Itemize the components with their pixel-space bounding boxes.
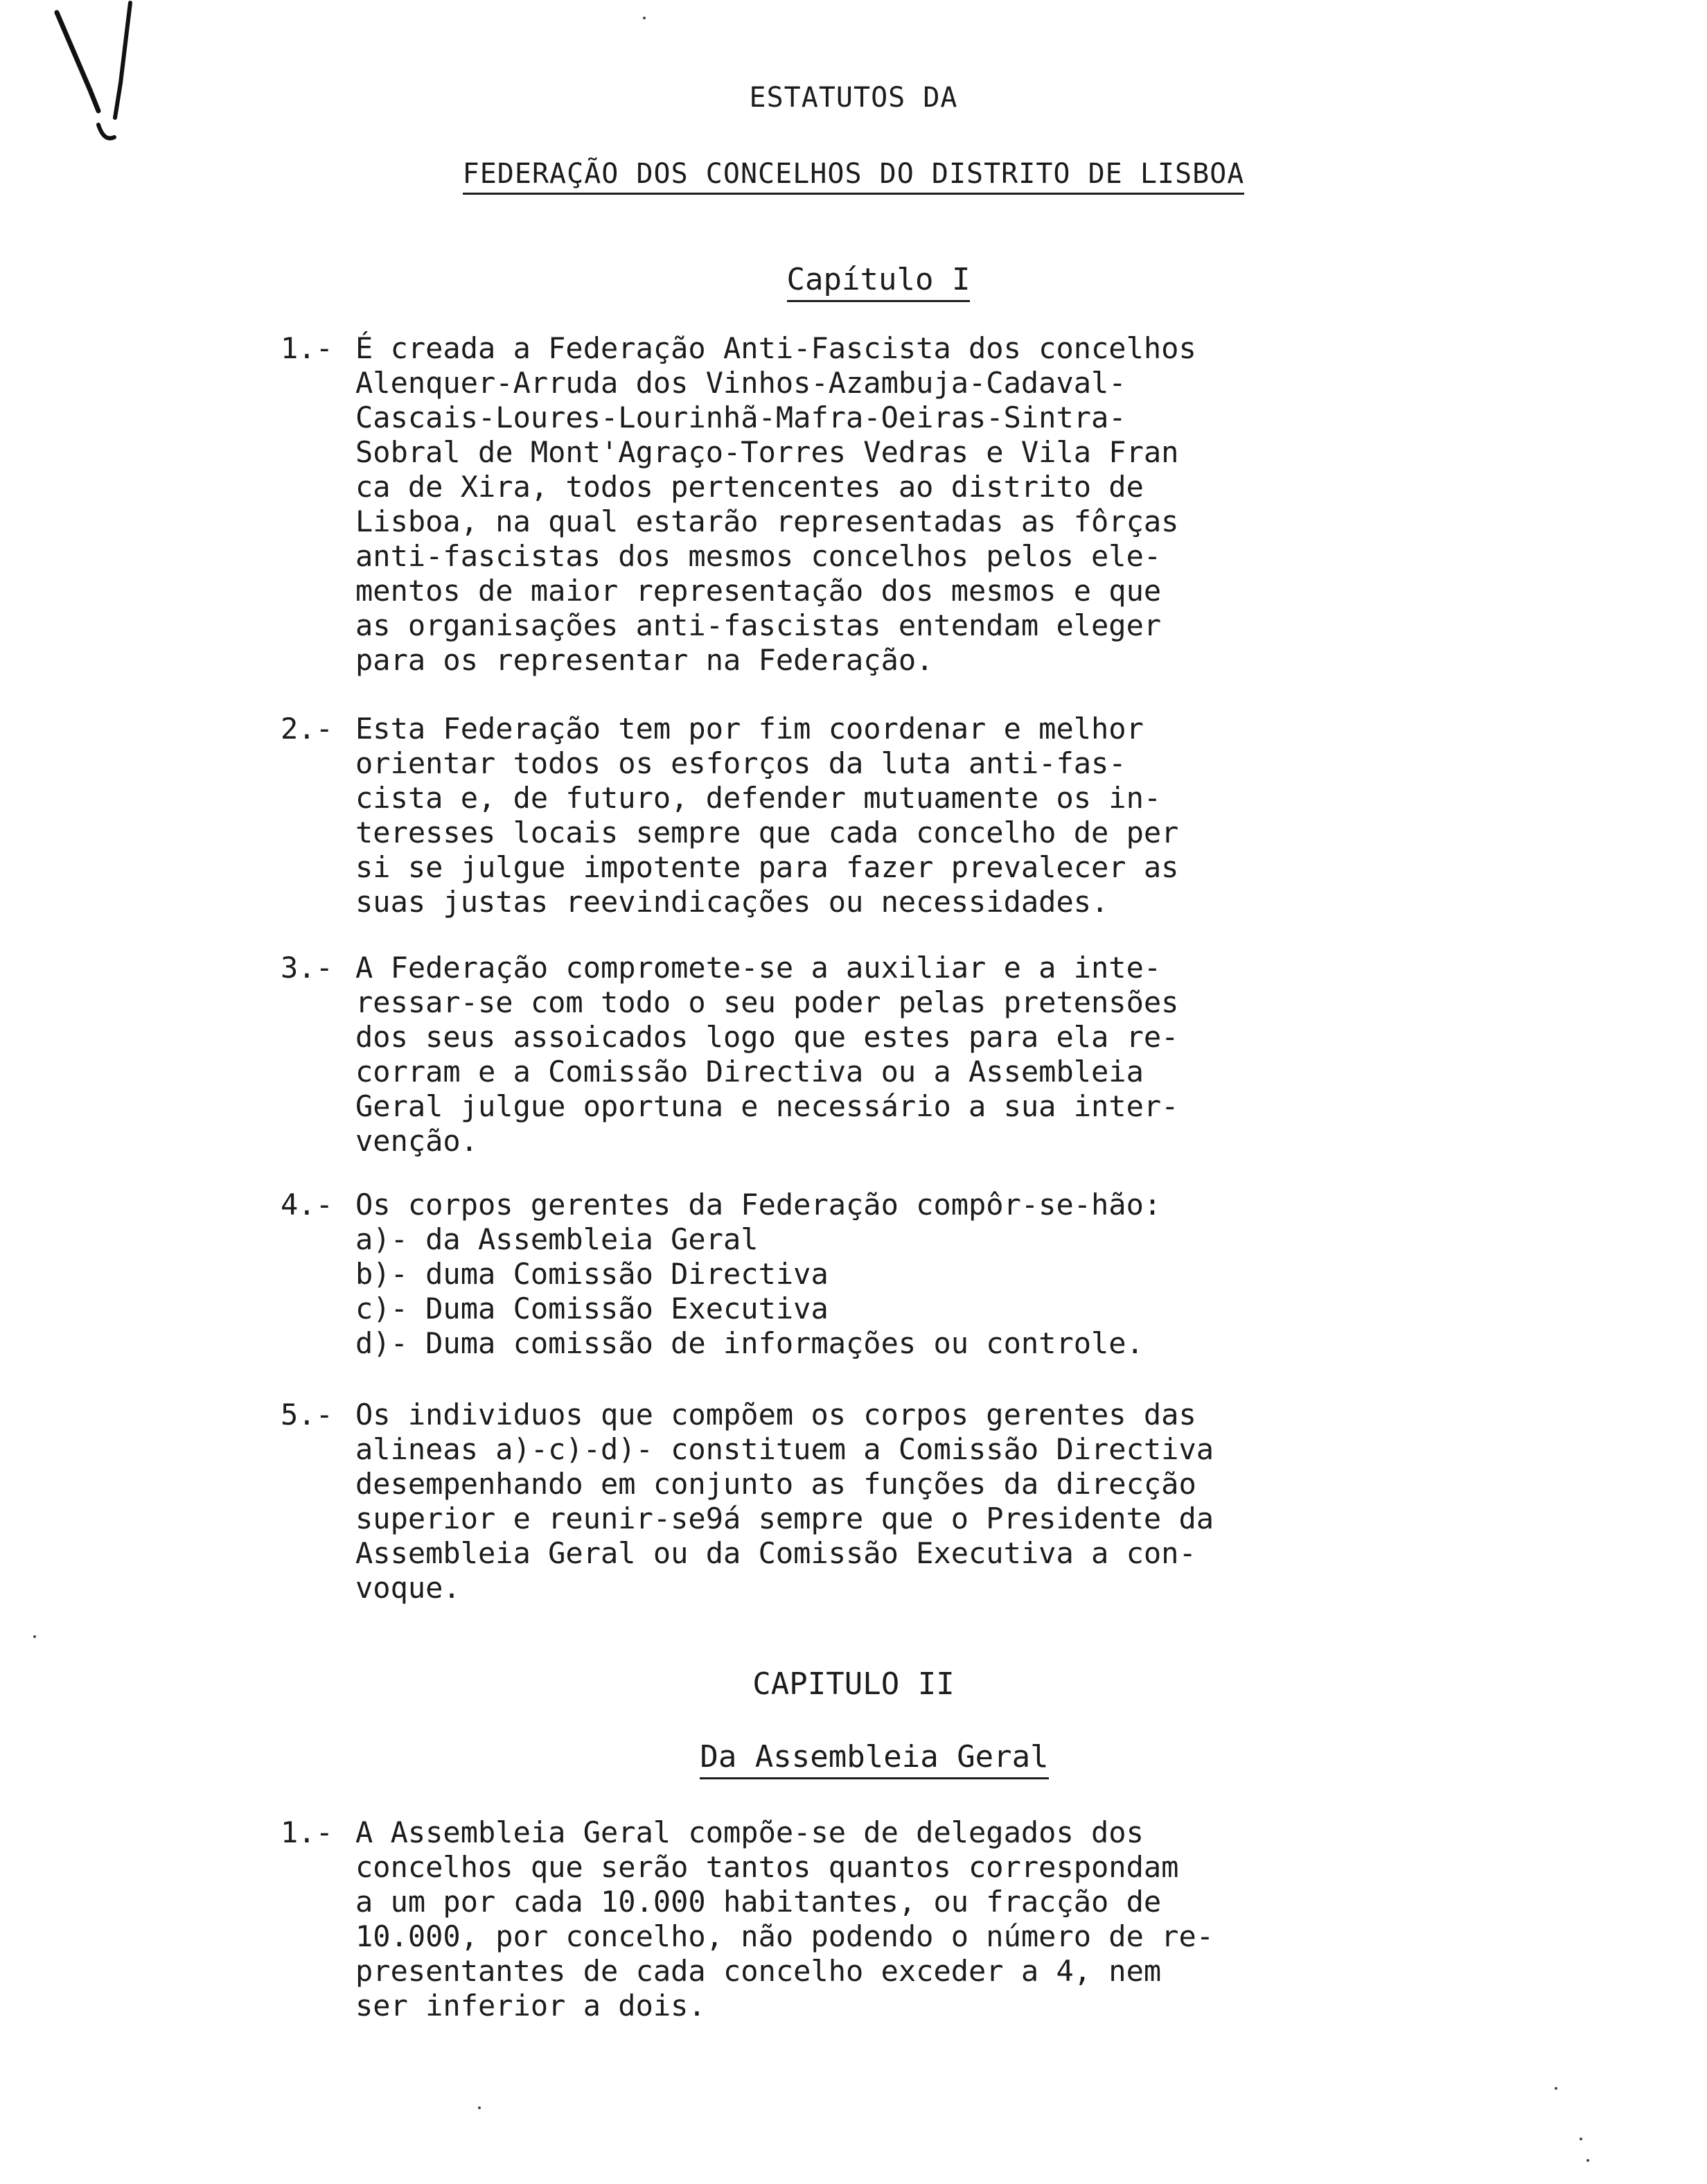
article-2: [281, 712, 1250, 919]
chapter-2-heading: [0, 1666, 1707, 1702]
handwritten-check-mark: [48, 0, 145, 152]
text-line: Os individuos que compõem os corpos gerentes das: [355, 1398, 1196, 1432]
text-line: superior e reunir-se9á sempre que o Presidente da: [355, 1502, 1214, 1535]
list-item-c: c)- Duma Comissão Executiva: [355, 1292, 829, 1326]
text-line: concelhos que serão tantos quantos correspondam: [355, 1850, 1179, 1884]
text-line: anti-fascistas dos mesmos concelhos pelos ele-: [355, 539, 1162, 573]
article-number: 5.-: [281, 1398, 333, 1432]
text-line: Lisboa, na qual estarão representadas as fôrças: [355, 504, 1179, 538]
article-text: [355, 1815, 1250, 2023]
text-line: suas justas reevindicações ou necessidades.: [355, 885, 1109, 919]
article-text: [355, 1398, 1250, 1605]
article-text: [355, 331, 1250, 678]
text-line: dos seus assoicados logo que estes para ela re-: [355, 1020, 1179, 1054]
text-line: É creada a Federação Anti-Fascista dos concelhos: [355, 331, 1196, 365]
text-line: cista e, de futuro, defender mutuamente os in-: [355, 781, 1162, 815]
text-line: ressar-se com todo o seu poder pelas pretensões: [355, 985, 1179, 1019]
chapter-2-subheading-text: Da Assembleia Geral: [700, 1739, 1048, 1779]
chapter-1-heading: [25, 262, 1707, 297]
chapter-1-heading-text: Capítulo I: [787, 262, 971, 302]
scan-speck: [1555, 2087, 1557, 2090]
text-line: venção.: [355, 1124, 479, 1158]
text-line: para os representar na Federação.: [355, 643, 934, 677]
text-line: 10.000, por concelho, não podendo o número de re-: [355, 1919, 1214, 1953]
text-line: Alenquer-Arruda dos Vinhos-Azambuja-Cadaval-: [355, 366, 1126, 400]
text-line: orientar todos os esforços da luta anti-fas-: [355, 746, 1126, 780]
text-line: A Federação compromete-se a auxiliar e a inte-: [355, 951, 1162, 985]
scan-speck: [1586, 2159, 1589, 2162]
document-title: ESTATUTOS DA: [749, 82, 958, 114]
article-number: 3.-: [281, 951, 333, 985]
text-line: Geral julgue oportuna e necessário a sua inter-: [355, 1089, 1179, 1123]
article-1: [281, 331, 1250, 678]
article-number: 2.-: [281, 712, 333, 746]
document-subtitle: [0, 158, 1707, 190]
article-text: [355, 712, 1250, 919]
text-line: ca de Xira, todos pertencentes ao distrito de: [355, 470, 1144, 504]
text-line: Os corpos gerentes da Federação compôr-se-hão:: [355, 1188, 1162, 1222]
chapter-2-heading-text: CAPITULO II: [752, 1666, 955, 1702]
chapter-2-subheading: [21, 1739, 1707, 1774]
scan-speck: [33, 1635, 36, 1638]
text-line: mentos de maior representação dos mesmos e que: [355, 574, 1162, 608]
text-line: A Assembleia Geral compõe-se de delegados dos: [355, 1815, 1144, 1849]
article-3: [281, 951, 1250, 1159]
text-line: as organisações anti-fascistas entendam eleger: [355, 608, 1162, 642]
text-line: presentantes de cada concelho exceder a 4, nem: [355, 1954, 1162, 1988]
text-line: Esta Federação tem por fim coordenar e melhor: [355, 712, 1144, 746]
article-text: [355, 1188, 1250, 1361]
article-text: [355, 951, 1250, 1159]
scan-speck: [478, 2106, 481, 2109]
text-line: alineas a)-c)-d)- constituem a Comissão Directiva: [355, 1432, 1214, 1466]
article-5: [281, 1398, 1250, 1605]
article-number: 1.-: [281, 1815, 333, 1849]
article-4: [281, 1188, 1250, 1361]
text-line: ser inferior a dois.: [355, 1989, 706, 2023]
list-item-d: d)- Duma comissão de informações ou controle.: [355, 1326, 1144, 1360]
text-line: desempenhando em conjunto as funções da direcção: [355, 1467, 1196, 1501]
list-item-a: a)- da Assembleia Geral: [355, 1222, 759, 1256]
article-number: 4.-: [281, 1188, 333, 1222]
scan-speck: [643, 17, 646, 19]
text-line: Cascais-Loures-Lourinhã-Mafra-Oeiras-Sintra-: [355, 400, 1126, 434]
chapter-2-article-1: [281, 1815, 1250, 2023]
text-line: teresses locais sempre que cada concelho de per: [355, 816, 1179, 849]
text-line: si se julgue impotente para fazer prevalecer as: [355, 850, 1179, 884]
scan-speck: [1580, 2138, 1582, 2140]
text-line: corram e a Comissão Directiva ou a Assembleia: [355, 1055, 1144, 1089]
text-line: a um por cada 10.000 habitantes, ou fracção de: [355, 1885, 1162, 1919]
text-line: Sobral de Mont'Agraço-Torres Vedras e Vila Fran: [355, 435, 1179, 469]
text-line: Assembleia Geral ou da Comissão Executiva a con-: [355, 1536, 1196, 1570]
document-subtitle-text: FEDERAÇÃO DOS CONCELHOS DO DISTRITO DE LISBOA: [463, 158, 1245, 195]
list-item-b: b)- duma Comissão Directiva: [355, 1257, 829, 1291]
text-line: voque.: [355, 1571, 461, 1605]
article-number: 1.-: [281, 331, 333, 365]
